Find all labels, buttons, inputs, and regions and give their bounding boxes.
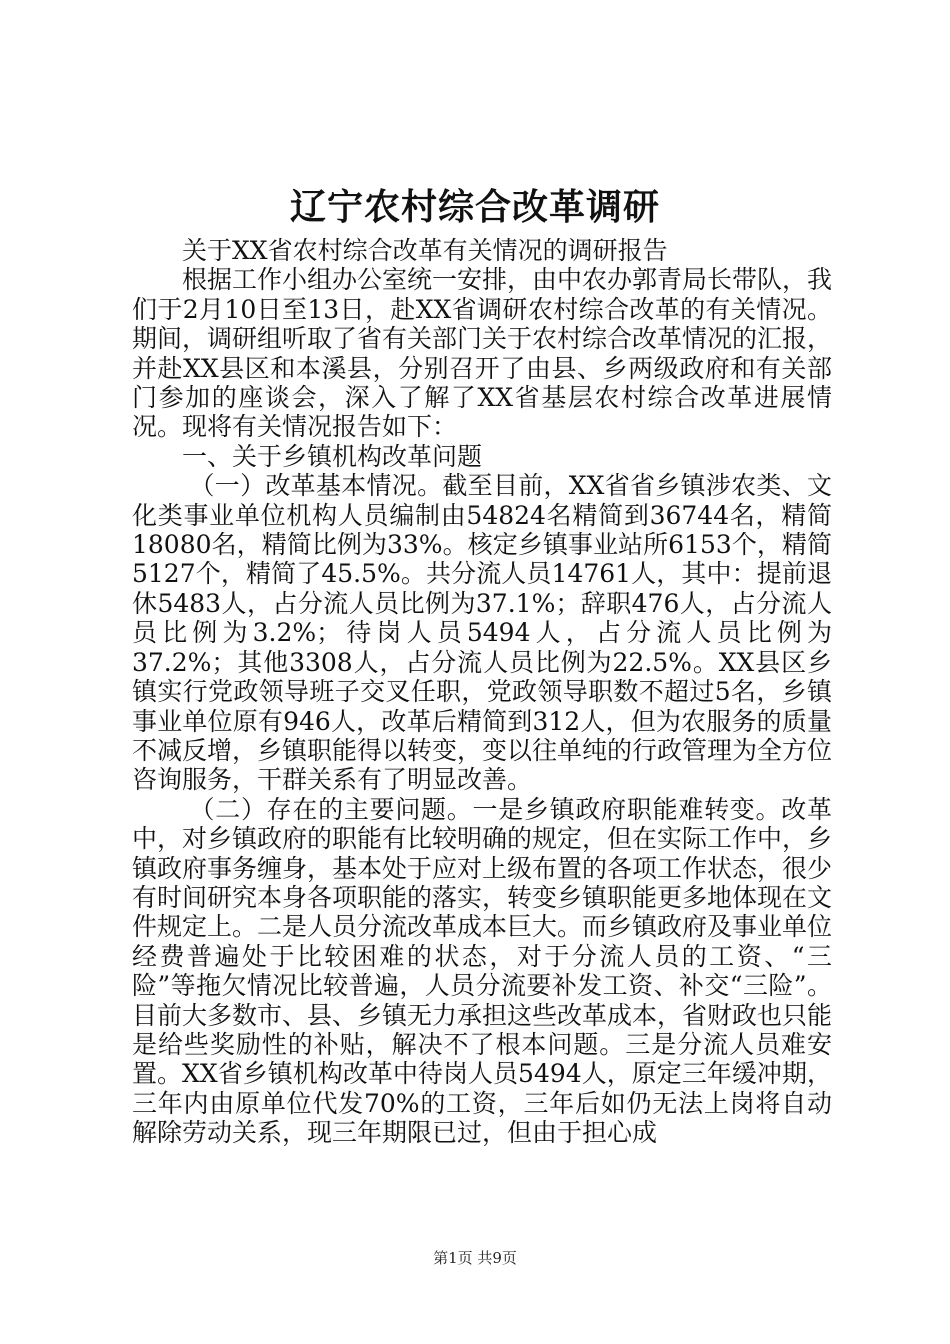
document-body bbox=[132, 236, 832, 1148]
paragraph-main-problems: （二）存在的主要问题。一是乡镇政府职能难转变。改革中，对乡镇政府的职能有比较明确的规定，但在实际工作中，乡镇政府事务缠身，基本处于应对上级布置的各项工作状态，很少有时间研究本身各项职能的落实，转变乡镇职能更多地体现在文件规定上。二是人员分流改革成本巨大。而乡镇政府及事业单位经费普遍处于比较困难的状态，对于分流人员的工资、“三险”等拖欠情况比较普遍，人员分流要补发工资、补交“三险”。目前大多数市、县、乡镇无力承担这些改革成本，省财政也只能是给些奖励性的补贴，解决不了根本问题。三是分流人员难安置。XX省乡镇机构改革中待岗人员5494人，原定三年缓冲期，三年内由原单位代发70%的工资，三年后如仍无法上岗将自动解除劳动关系，现三年期限已过，但由于担心成 bbox=[132, 794, 833, 1148]
paragraph-intro: 根据工作小组办公室统一安排，由中农办郭青局长带队，我们于2月10日至13日，赴XX省调研农村综合改革的有关情况。期间，调研组听取了省有关部门关于农村综合改革情况的汇报，并赴XX县区和本溪县，分别召开了由县、乡两级政府和有关部门参加的座谈会，深入了解了XX省基层农村综合改革进展情况。现将有关情况报告如下： bbox=[132, 265, 833, 442]
report-subtitle: 关于XX省农村综合改革有关情况的调研报告 bbox=[182, 236, 668, 265]
paragraph-basic-situation: （一）改革基本情况。截至目前，XX省省乡镇涉农类、文化类事业单位机构人员编制由54824名精简到36744名，精简18080名，精简比例为33%。核定乡镇事业站所6153个，精简5127个，精简了45.5%。共分流人员14761人，其中：提前退休5483人，占分流人员比例为37.1%；辞职476人，占分流人员比例为3.2%；待岗人员5494人，占分流人员比例为37.2%；其他3308人，占分流人员比例为22.5%。XX县区乡镇实行党政领导班子交叉任职，党政领导职数不超过5名，乡镇事业单位原有946人，改革后精简到312人，但为农服务的质量不减反增，乡镇职能得以转变，变以往单纯的行政管理为全方位咨询服务，干群关系有了明显改善。 bbox=[132, 471, 833, 795]
page-number-footer: 第1页 共9页 bbox=[433, 1249, 517, 1267]
section-heading: 一、关于乡镇机构改革问题 bbox=[182, 441, 483, 471]
document-title: 辽宁农村综合改革调研 bbox=[289, 187, 660, 228]
